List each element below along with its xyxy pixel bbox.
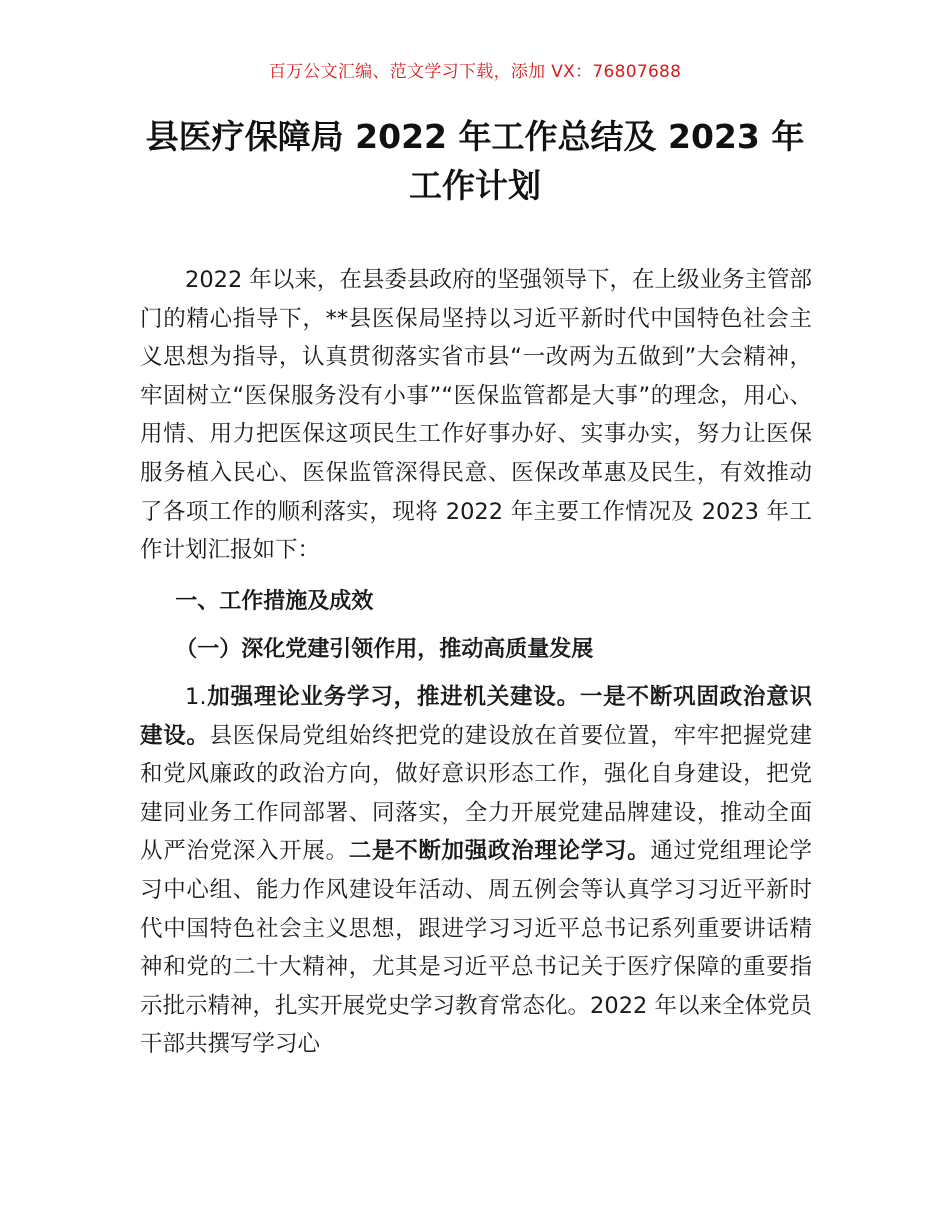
watermark-banner: 百万公文汇编、范文学习下载，添加 VX：76807688	[268, 62, 682, 82]
document-body	[140, 261, 812, 1064]
document-title: 县医疗保障局 2022 年工作总结及 2023 年工作计划	[145, 117, 805, 205]
item-lead: 加强理论业务学习，推进机关建设。一是不断巩固政治意识建设。	[140, 683, 812, 749]
section-heading: 一、工作措施及成效	[175, 588, 374, 614]
item-text-1: 县医保局党组始终把党的建设放在首要位置，牢牢把握党建和党风廉政的政治方向，做好意识形态工作，强化自身建设，把党建同业务工作同部署、同落实，全力开展党建品牌建设，推动全面从严治党深入开展。	[140, 722, 812, 865]
item-lead-2: 二是不断加强政治理论学习。	[348, 838, 651, 865]
subsection-heading: （一）深化党建引领作用，推动高质量发展	[175, 637, 594, 663]
intro-paragraph: 2022 年以来，在县委县政府的坚强领导下，在上级业务主管部门的精心指导下，**县医保局坚持以习近平新时代中国特色社会主义思想为指导，认真贯彻落实省市县“一改两为五做到”大会精神，牢固树立“医保服务没有小事”“医保监管都是大事”的理念，用心、用情、用力把医保这项民生工作好事办好、实事办实，努力让医保服务植入民心、医保监管深得民意、医保改革惠及民生，有效推动了各项工作的顺利落实，现将 2022 年主要工作情况及 2023 年工作计划汇报如下：	[140, 267, 812, 564]
item-number: 1.	[185, 683, 207, 710]
item-text-2: 通过党组理论学习中心组、能力作风建设年活动、周五例会等认真学习习近平新时代中国特色社会主义思想，跟进学习习近平总书记系列重要讲话精神和党的二十大精神，尤其是习近平总书记关于医疗保障的重要指示批示精神，扎实开展党史学习教育常态化。2022 年以来全体党员干部共撰写学习心	[140, 838, 812, 1058]
item-paragraph	[140, 678, 812, 1064]
